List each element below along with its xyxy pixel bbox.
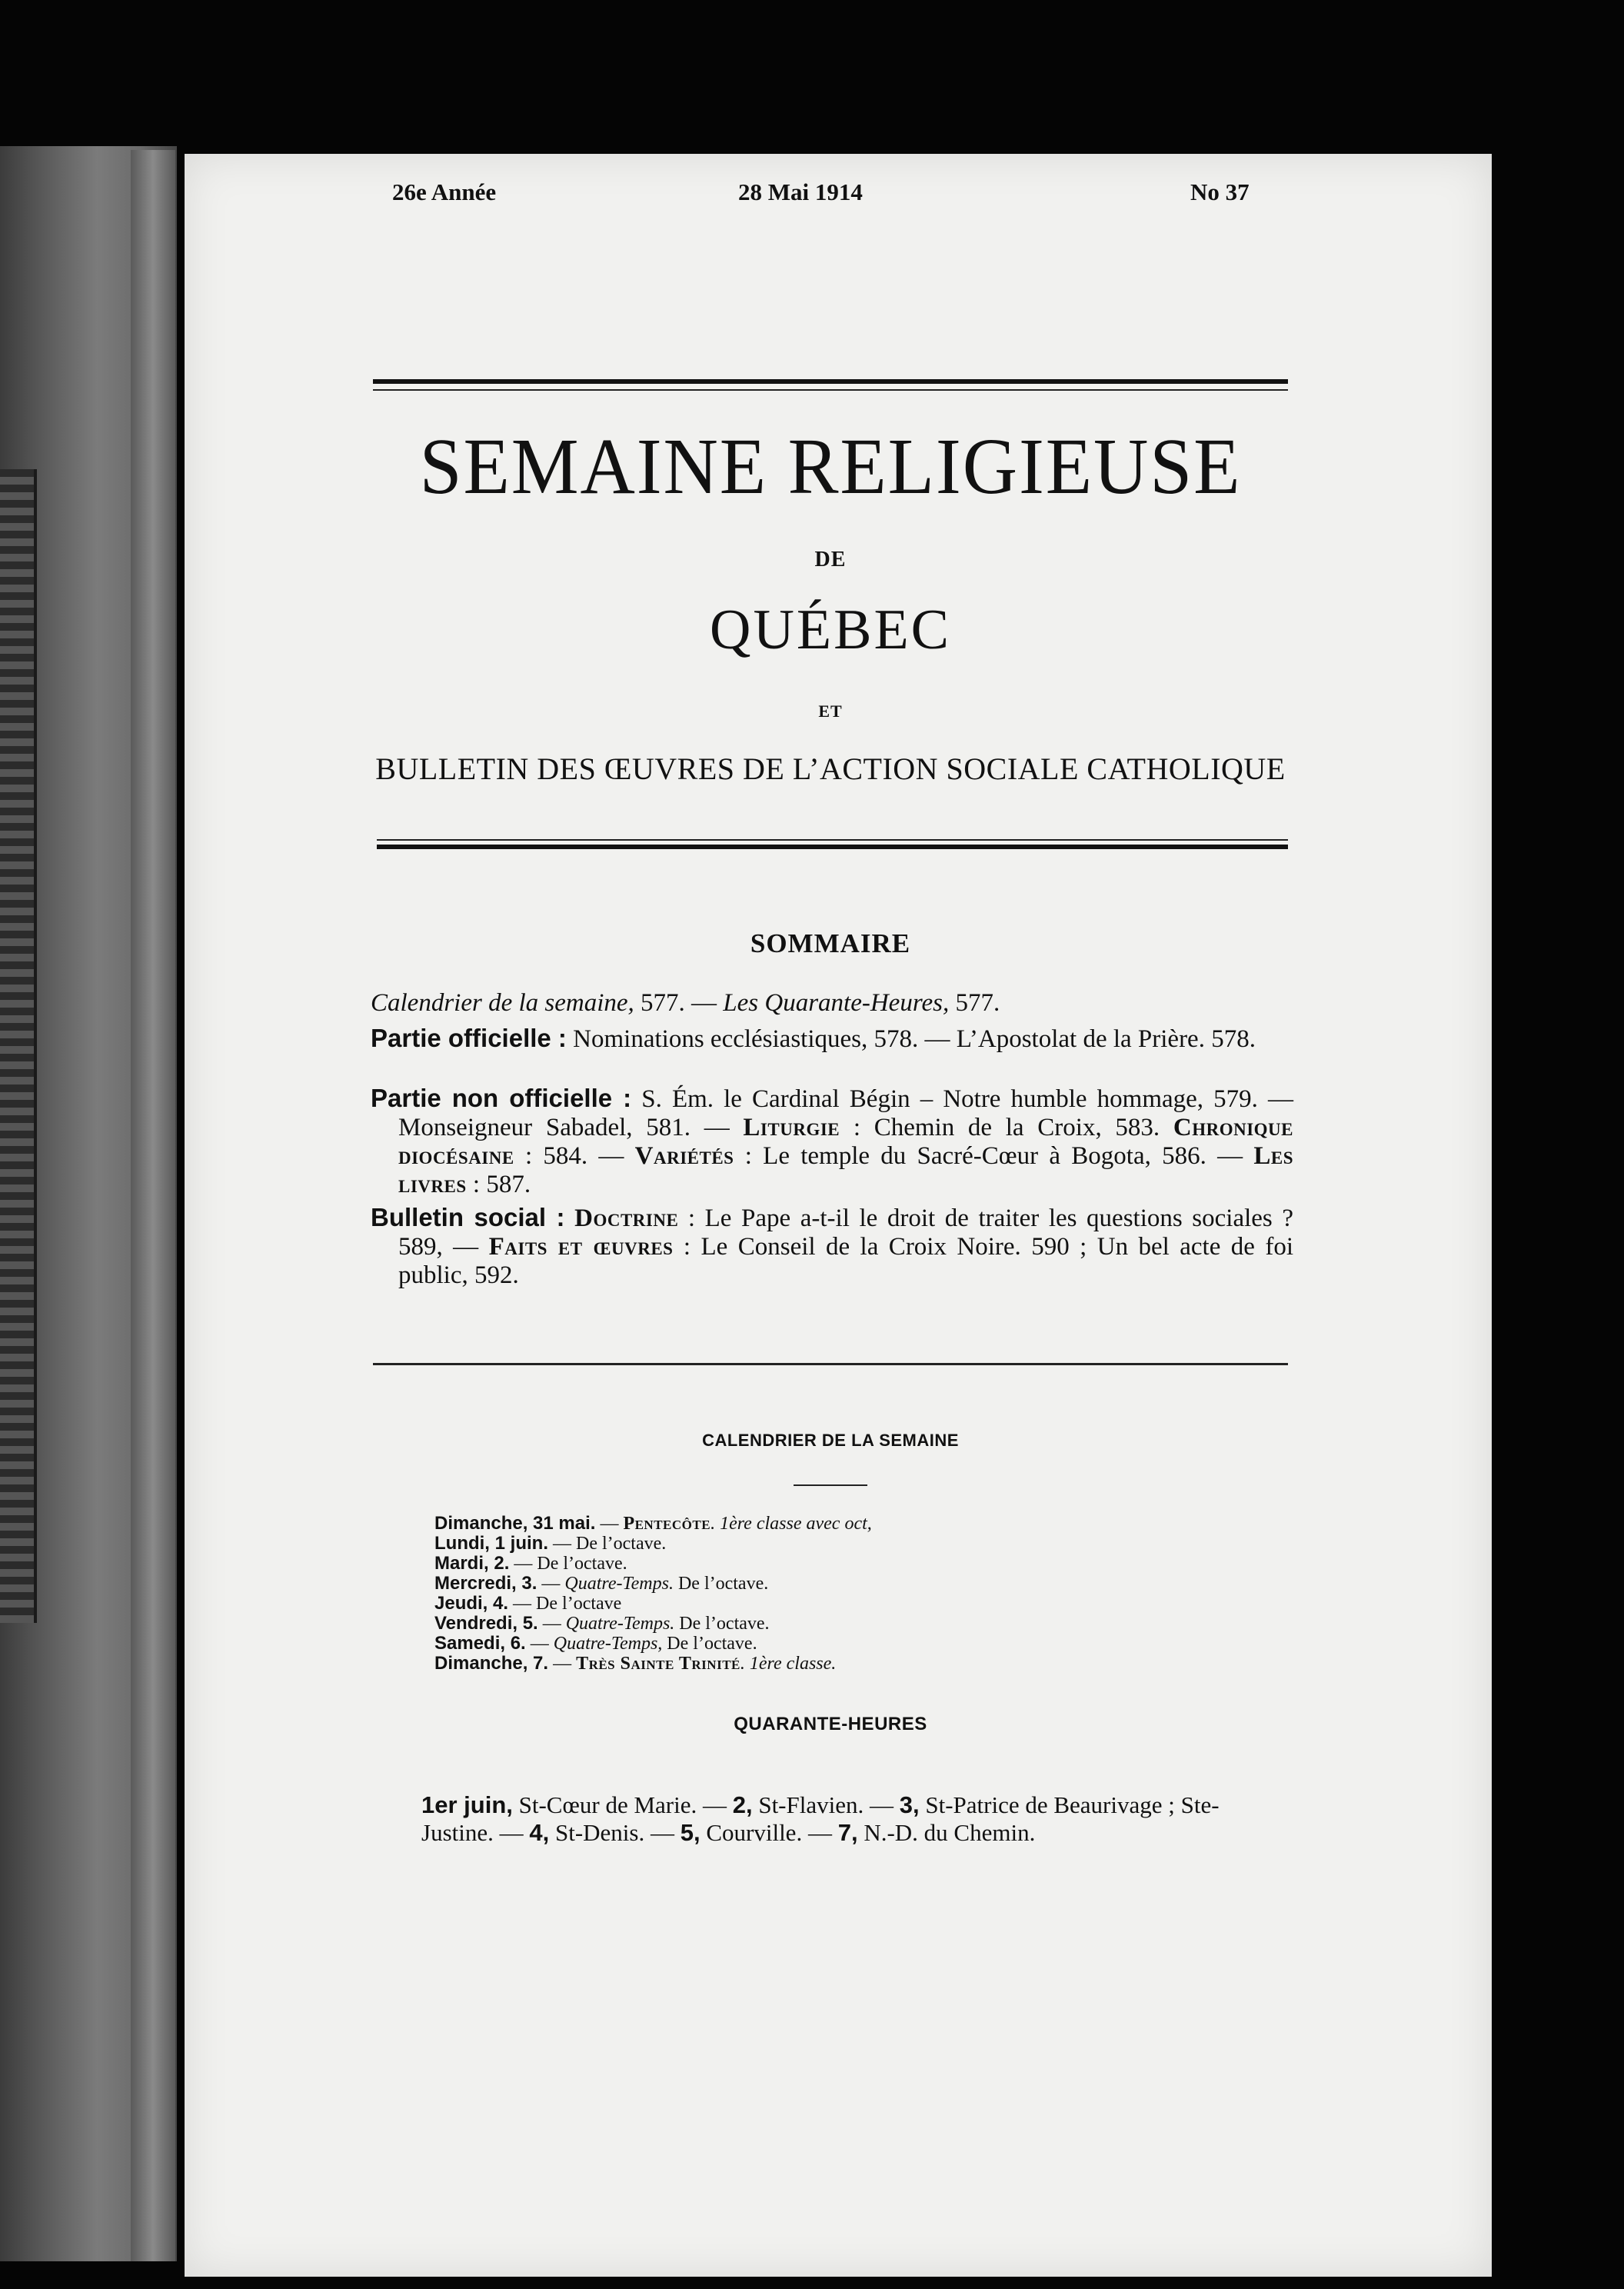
quarante-page: 577. [949, 989, 1000, 1017]
qh-parish: St-Flavien. — [752, 1791, 900, 1818]
calendar-text: — De l’octave [508, 1594, 622, 1614]
social-text-2: : Le Conseil de la Croix Noire. 590 ; Un bel acte de foi public, 592. [398, 1233, 1294, 1289]
calendar-row [434, 1554, 1126, 1574]
header-rule-top [373, 379, 1288, 384]
calendar-text: De l’octave. [662, 1634, 757, 1654]
calendar-text: — De l’octave. [547, 1534, 667, 1554]
calendar-row [434, 1654, 1126, 1674]
calendar-row [434, 1634, 1126, 1654]
non-officielle-label: Partie non officielle : [371, 1084, 632, 1112]
calendar-rank: Quatre-Temps. [565, 1614, 675, 1634]
calendar-day: Mercredi, 3. [434, 1573, 537, 1594]
qh-parish: St-Cœur de Marie. — [512, 1791, 733, 1818]
calendar-day: Vendredi, 5. [434, 1613, 538, 1634]
qh-parish: St-Denis. — [549, 1819, 681, 1846]
calendar-text: — [525, 1634, 554, 1654]
qh-date: 2, [732, 1791, 753, 1818]
quarante-link-label: Les Quarante-Heures, [723, 989, 950, 1017]
qh-parish: St-Patrice de Beaurivage ; Ste-Justine. — [421, 1791, 1220, 1846]
issue-date: 28 Mai 1914 [738, 178, 863, 205]
masthead-rule-bottom [377, 845, 1288, 849]
header-rule-bottom [373, 389, 1288, 391]
calendar-text: — De l’octave. [509, 1554, 627, 1574]
section-faits-oeuvres: Faits et œuvres [488, 1233, 674, 1261]
non-officielle-text-2: : Chemin de la Croix, 583. [840, 1114, 1173, 1141]
sommaire-rule [373, 1363, 1288, 1365]
section-chronique: Chronique diocésaine [398, 1114, 1293, 1170]
section-liturgie: Liturgie [743, 1114, 840, 1141]
non-officielle-text-3: : 584. — [514, 1142, 635, 1170]
calendrier-page: 577. — [634, 989, 724, 1017]
masthead-rule-top [377, 839, 1288, 841]
officielle-text: Nominations ecclésiastiques, 578. — L’Apostolat de la Prière. 578. [566, 1025, 1256, 1053]
binding-edge [131, 150, 175, 2261]
calendar-day: Lundi, 1 juin. [434, 1533, 548, 1554]
masthead-city: QUÉBEC [710, 598, 951, 661]
calendar-day: Samedi, 6. [434, 1633, 526, 1654]
calendar-rank: . 1ère classe avec oct, [710, 1514, 872, 1534]
sommaire-officielle [371, 1024, 1293, 1054]
publication-title: SEMAINE RELIGIEUSE [419, 422, 1242, 511]
qh-date: 3, [899, 1791, 920, 1818]
calendar-text: De l’octave. [673, 1574, 769, 1594]
qh-parish: N.-D. du Chemin. [857, 1819, 1036, 1846]
qh-parish: Courville. — [700, 1819, 838, 1846]
non-officielle-text-1: S. Ém. le Cardinal Bégin – Notre humble hommage, 579. — Monseigneur Sabadel, 581. — [398, 1085, 1293, 1141]
qh-date: 5, [680, 1819, 701, 1846]
calendar-feast: Très Sainte Trinité [576, 1654, 740, 1674]
officielle-label: Partie officielle : [371, 1024, 567, 1052]
calendrier-heading: CALENDRIER DE LA SEMAINE [702, 1431, 959, 1450]
masthead-de: DE [814, 548, 847, 571]
calendar-text: — [595, 1514, 624, 1534]
section-doctrine: Doctrine [574, 1204, 679, 1232]
calendar-text: — [548, 1654, 577, 1674]
calendar-row [434, 1534, 1126, 1554]
masthead-et: ET [818, 701, 843, 721]
non-officielle-text-4: : Le temple du Sacré-Cœur à Bogota, 586. — [734, 1142, 1254, 1170]
calendar-text: De l’octave. [674, 1614, 770, 1634]
qh-date: 1er juin, [421, 1791, 513, 1818]
issue-number: No 37 [1190, 178, 1250, 205]
calendar-day: Dimanche, 7. [434, 1653, 549, 1674]
calendar-row [434, 1514, 1126, 1534]
calendar-rank: Quatre-Temps, [553, 1634, 663, 1654]
quarante-heures-list [421, 1791, 1290, 1847]
sommaire-heading: SOMMAIRE [750, 928, 911, 958]
calendar-day: Dimanche, 31 mai. [434, 1513, 596, 1534]
issue-year: 26e Année [392, 178, 497, 205]
sommaire-bulletin-social [371, 1203, 1293, 1290]
calendrier-link-label: Calendrier de la semaine, [371, 989, 634, 1017]
calendar-rank: Quatre-Temps. [564, 1574, 674, 1594]
spine-pattern [0, 469, 37, 1623]
calendar-text: — [537, 1574, 565, 1594]
sommaire-non-officielle [371, 1084, 1293, 1199]
calendar-day: Jeudi, 4. [434, 1593, 509, 1614]
calendar-row [434, 1574, 1126, 1594]
calendar-row [434, 1594, 1126, 1614]
non-officielle-text-5: : 587. [466, 1171, 531, 1198]
calendar-rank: . 1ère classe. [740, 1654, 837, 1674]
calendar-feast: Pentecôte [623, 1514, 711, 1534]
calendar-day: Mardi, 2. [434, 1553, 510, 1574]
calendar-list [434, 1514, 1126, 1674]
calendar-text: — [537, 1614, 566, 1634]
calendar-row [434, 1614, 1126, 1634]
quarante-heures-heading: QUARANTE-HEURES [734, 1714, 927, 1734]
qh-date: 7, [837, 1819, 858, 1846]
masthead-bulletin: BULLETIN DES ŒUVRES DE L’ACTION SOCIALE CATHOLIQUE [375, 751, 1286, 786]
qh-date: 4, [529, 1819, 550, 1846]
section-varietes: Variétés [634, 1142, 734, 1170]
sommaire-calendrier [371, 989, 1293, 1018]
social-label: Bulletin social : [371, 1203, 565, 1231]
social-text-1: : Le Pape a-t-il le droit de traiter les questions sociales ? 589, — [398, 1204, 1293, 1261]
calendrier-short-rule [794, 1484, 867, 1486]
section-livres: Les livres [398, 1142, 1294, 1198]
